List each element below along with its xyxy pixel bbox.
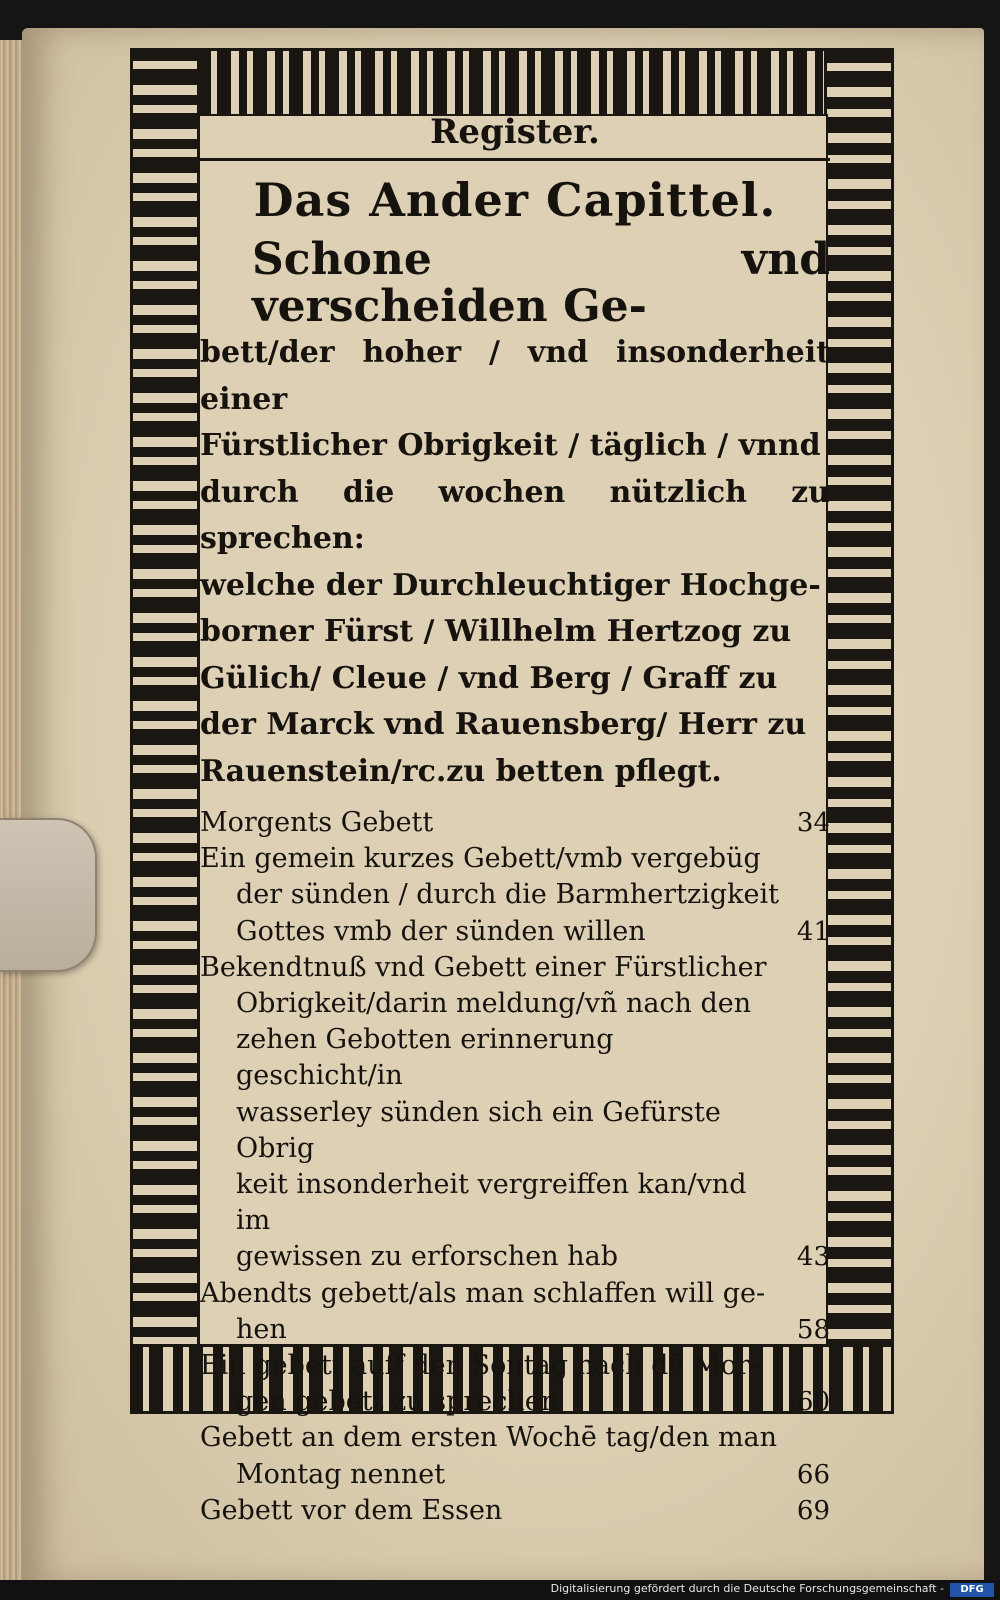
toc-page-number: 69: [796, 1495, 830, 1526]
toc-entry-line: gewissen zu erforschen hab: [236, 1241, 618, 1273]
toc-page-number: 58: [796, 1314, 830, 1345]
intro-line: durch die wochen nützlich zu sprechen:: [200, 474, 830, 556]
intro-line: bett/der hoher / vnd insonderheit einer: [200, 335, 830, 417]
intro-line: borner Fürst / Willhelm Hertzog zu: [200, 614, 792, 649]
toc-entry-line: hen: [236, 1313, 287, 1345]
head-rule: [200, 158, 830, 161]
intro-line: Gülich/ Cleue / vnd Berg / Graff zu: [200, 660, 778, 696]
toc-page-number: 60: [796, 1387, 830, 1418]
page-text: [200, 110, 830, 1529]
funding-credit: Digitalisierung gefördert durch die Deutsche Forschungsgemeinschaft -: [550, 1582, 944, 1595]
toc-entry-line: keit insonderheit vergreiffen kan/vnd im: [236, 1169, 747, 1237]
toc-page-number: 34: [796, 808, 830, 838]
toc-entry-line: Montag nennet: [236, 1458, 446, 1490]
toc-page-number: 66: [796, 1459, 830, 1490]
toc-entry: [200, 1276, 830, 1348]
toc-entry: [200, 1493, 830, 1529]
toc-entry-line: der sünden / durch die Barmhertzigkeit: [236, 879, 779, 911]
toc-entry-line: Abendts gebett/als man schlaffen will ge-: [200, 1277, 766, 1309]
toc-page-number: 43: [796, 1242, 830, 1273]
toc-entry-line: gen gebett zu sprechen: [236, 1386, 559, 1418]
intro-line: Rauenstein/rc.zu betten pflegt.: [200, 753, 722, 789]
toc-entry: [200, 950, 830, 1276]
intro-first-line: Schone vnd verscheiden Ge-: [252, 234, 830, 332]
running-head: Register.: [430, 112, 600, 152]
toc-entry: [200, 841, 830, 950]
ornament-left: [130, 48, 200, 1350]
toc-entry: [200, 805, 830, 841]
toc-entry-line: Gebett vor dem Essen: [200, 1494, 503, 1526]
intro-line: welche der Durchleuchtiger Hochge-: [200, 567, 821, 603]
ornament-right: [824, 48, 894, 1350]
ornament-top: [200, 48, 834, 118]
toc-entry-line: Ein gebett auff den Sontag nach dē Mor-: [200, 1350, 759, 1382]
toc-entry: [200, 1420, 830, 1492]
intro-line: der Marck vnd Rauensberg/ Herr zu: [200, 707, 807, 742]
toc-entry-line: zehen Gebotten erinnerung geschicht/in: [236, 1024, 614, 1092]
dfg-logo: DFG: [950, 1583, 994, 1597]
toc-entry-line: Morgents Gebett: [200, 807, 434, 838]
toc-page-number: 41: [796, 916, 830, 947]
book-clasp: [0, 818, 97, 972]
toc-entry-line: Obrigkeit/darin meldung/vñ nach den: [236, 988, 752, 1020]
toc-entry: [200, 1348, 830, 1420]
intro-line: Fürstlicher Obrigkeit / täglich / vnnd: [200, 428, 821, 463]
toc-entry-line: Bekendtnuß vnd Gebett einer Fürstlicher: [200, 951, 767, 983]
toc-entry-line: wasserley sünden sich ein Gefürste Obrig: [236, 1096, 721, 1164]
toc-entry-line: Gottes vmb der sünden willen: [236, 915, 646, 947]
table-of-contents: [200, 805, 830, 1529]
chapter-title: Das Ander Capittel.: [253, 173, 777, 227]
toc-entry-line: Ein gemein kurzes Gebett/vmb vergebüg: [200, 843, 761, 875]
chapter-intro: [200, 234, 830, 795]
toc-entry-line: Gebett an dem ersten Wochē tag/den man: [200, 1422, 778, 1454]
